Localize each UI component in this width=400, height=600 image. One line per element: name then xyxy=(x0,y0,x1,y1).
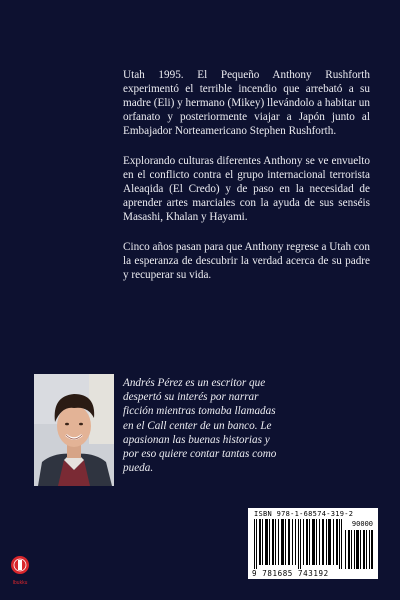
synopsis-paragraph-2: Explorando culturas diferentes Anthony se ve envuelto en el conflicto contra el grupo internacional terrorista Aleaqida (El Credo) y de paso en la necesidad de aprender artes marciales con la ayuda de sus senséis Masashi, Khalan y Hayami. xyxy=(123,155,370,223)
barcode-number: 9 781685 743192 xyxy=(252,569,329,578)
price-code: 90000 xyxy=(351,520,373,528)
publisher-name: Ibukku xyxy=(12,580,28,586)
isbn-label: ISBN 978-1-68574-319-2 xyxy=(254,510,354,518)
synopsis-paragraph-3: Cinco años pasan para que Anthony regrese a Utah con la esperanza de descubrir la verdad acerca de su padre y recuperar su vida. xyxy=(123,241,370,281)
publisher-logo xyxy=(8,554,32,588)
author-bio: Andrés Pérez es un escritor que despertó su interés por narrar ficción mientras tomaba llamadas en el Call center de un banco. Le apasionan las buenas historias y por eso quiere contar tantas como pueda. xyxy=(123,377,277,475)
synopsis xyxy=(123,68,370,298)
author-photo xyxy=(34,374,114,486)
barcode xyxy=(248,508,378,579)
synopsis-paragraph-1: Utah 1995. El Pequeño Anthony Rushforth experimentó el terrible incendio que arrebató a su madre (Eli) y hermano (Mikey) llevándolo a habitar un orfanato y posteriormente viajar a Japón junto al Embajador Norteamericano Stephen Rushforth. xyxy=(123,69,370,137)
